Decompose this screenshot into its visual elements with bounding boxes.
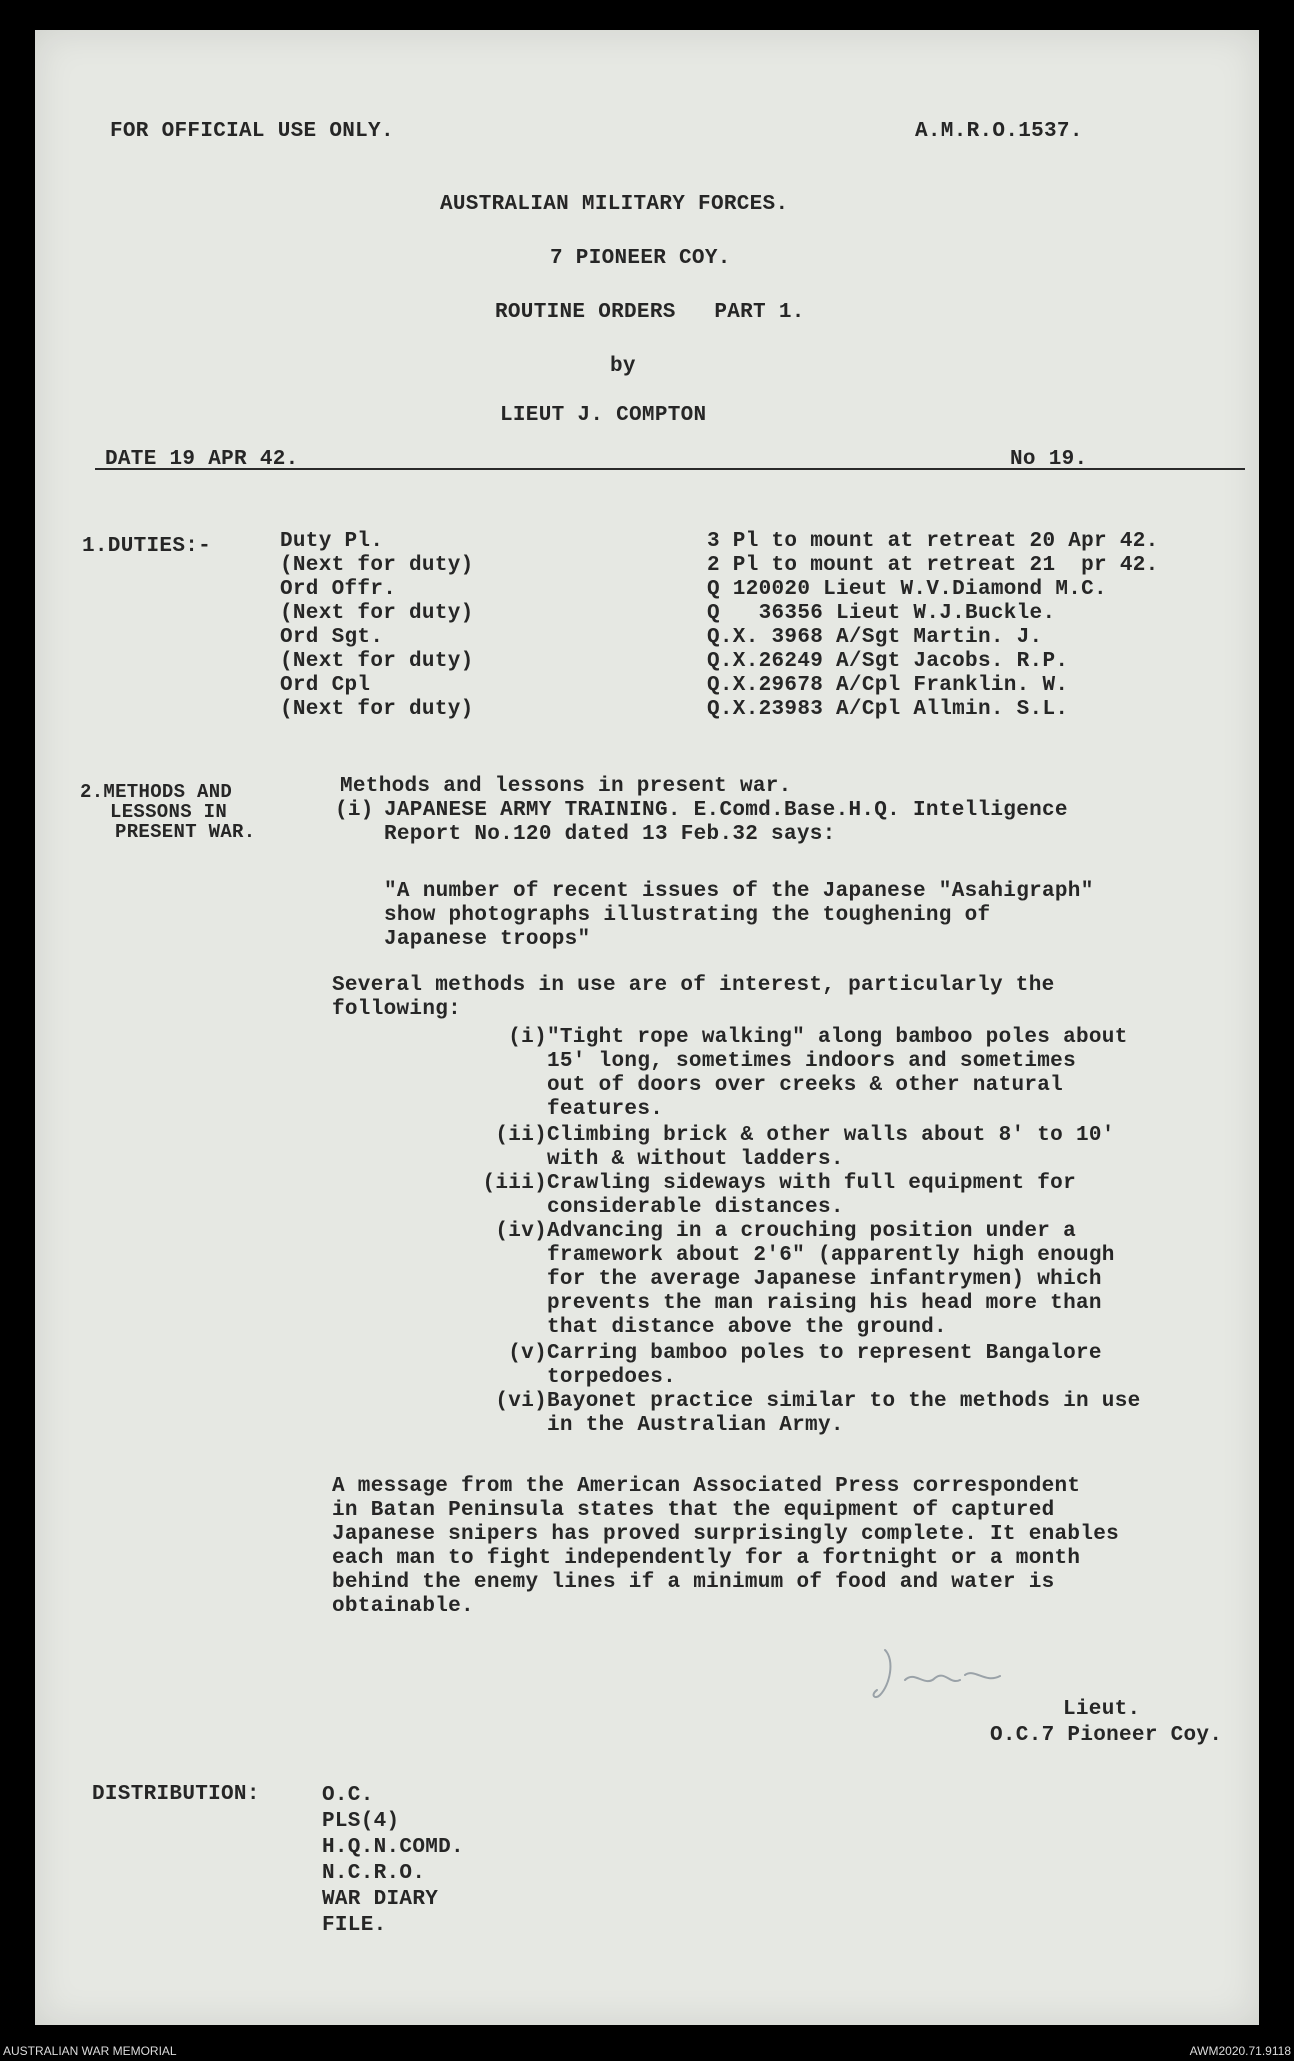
list-marker: (i)	[508, 1026, 547, 1049]
list-item-text: Crawling sideways with full equipment for considerable distances.	[547, 1172, 1076, 1219]
archive-footer	[0, 2041, 1294, 2061]
asahigraph-quote: "A number of recent issues of the Japanese "Asahigraph" show photographs illustrating the toughening of Japanese troops"	[384, 880, 1094, 951]
list-item-text: "Tight rope walking" along bamboo poles about 15' long, sometimes indoors and sometimes out of doors over creeks & other natural features.	[547, 1026, 1128, 1121]
distribution-list	[322, 1783, 464, 1939]
duty-detail: 2 Pl to mount at retreat 21 pr 42.	[707, 554, 1159, 577]
methods-sub-marker: (i)	[335, 799, 374, 822]
list-item	[495, 1390, 1141, 1438]
distribution-label: DISTRIBUTION:	[92, 1783, 260, 1806]
list-marker: (ii)	[495, 1124, 547, 1147]
distribution-entry: WAR DIARY	[322, 1888, 439, 1911]
duty-detail: Q.X.26249 A/Sgt Jacobs. R.P.	[707, 650, 1069, 673]
duties-details	[707, 530, 1159, 722]
distribution-entry: N.C.R.O.	[322, 1862, 426, 1885]
press-message: A message from the American Associated Press correspondent in Batan Peninsula states that the equipment of captured Japanese snipers has proved surprisingly complete. It enables each man to fight independently for a fortnight or a month behind the enemy lines if a minimum of food and water is obtainable.	[332, 1475, 1120, 1618]
duty-role: Duty Pl.	[280, 530, 384, 553]
list-item-text: Bayonet practice similar to the methods in use in the Australian Army.	[547, 1390, 1141, 1437]
duty-role: Ord Offr.	[280, 578, 397, 601]
signature-title: O.C.7 Pioneer Coy.	[990, 1724, 1223, 1747]
duty-role: (Next for duty)	[280, 602, 474, 625]
duty-detail: Q 120020 Lieut W.V.Diamond M.C.	[707, 578, 1107, 601]
distribution-entry: PLS(4)	[322, 1810, 400, 1833]
title-forces: AUSTRALIAN MILITARY FORCES.	[440, 193, 789, 216]
title-routine-orders: ROUTINE ORDERS PART 1.	[495, 301, 805, 324]
list-marker: (iii)	[482, 1172, 547, 1195]
duty-role: (Next for duty)	[280, 698, 474, 721]
list-item	[495, 1342, 1102, 1390]
title-officer: LIEUT J. COMPTON	[500, 404, 707, 427]
duties-heading: 1.DUTIES:-	[82, 535, 212, 558]
intelligence-report-text: JAPANESE ARMY TRAINING. E.Comd.Base.H.Q. Intelligence Report No.120 dated 13 Feb.32 says:	[384, 799, 1068, 846]
list-item	[495, 1124, 1115, 1172]
title-by: by	[610, 355, 636, 378]
date-rule	[95, 468, 1245, 470]
list-marker: (vi)	[495, 1390, 547, 1413]
order-reference: A.M.R.O.1537.	[915, 120, 1083, 143]
list-item	[487, 1220, 1115, 1340]
archive-name: AUSTRALIAN WAR MEMORIAL	[3, 2044, 177, 2058]
methods-heading: 2.METHODS AND LESSONS IN PRESENT WAR.	[80, 781, 256, 843]
document-page	[35, 30, 1259, 2025]
order-number: No 19.	[1010, 448, 1088, 471]
list-item-text: Advancing in a crouching position under a framework about 2'6" (apparently high enough for the average Japanese infantrymen) which prevents the man raising his head more than that distance above the ground.	[547, 1220, 1115, 1339]
list-item	[495, 1026, 1128, 1122]
duty-detail: 3 Pl to mount at retreat 20 Apr 42.	[707, 530, 1159, 553]
duty-role: Ord Cpl	[280, 674, 371, 697]
duty-role: Ord Sgt.	[280, 626, 384, 649]
order-date: DATE 19 APR 42.	[105, 448, 299, 471]
list-item	[467, 1172, 1076, 1220]
list-marker: (iv)	[495, 1220, 547, 1243]
handwritten-signature	[865, 1640, 1015, 1710]
duty-role: (Next for duty)	[280, 650, 474, 673]
duty-role: (Next for duty)	[280, 554, 474, 577]
list-item-text: Climbing brick & other walls about 8' to 10' with & without ladders.	[547, 1124, 1115, 1171]
signature-rank: Lieut.	[1063, 1698, 1141, 1721]
archive-accession-number: AWM2020.71.9118	[1189, 2044, 1291, 2058]
methods-intro: Methods and lessons in present war.	[340, 775, 792, 798]
distribution-entry: O.C.	[322, 1784, 374, 1807]
duty-detail: Q 36356 Lieut W.J.Buckle.	[707, 602, 1056, 625]
duties-roles	[280, 530, 474, 722]
duty-detail: Q.X.29678 A/Cpl Franklin. W.	[707, 674, 1069, 697]
distribution-entry: H.Q.N.COMD.	[322, 1836, 464, 1859]
list-item-text: Carring bamboo poles to represent Bangalore torpedoes.	[547, 1342, 1102, 1389]
list-marker: (v)	[508, 1342, 547, 1365]
title-unit: 7 PIONEER COY.	[550, 247, 731, 270]
duty-detail: Q.X.23983 A/Cpl Allmin. S.L.	[707, 698, 1069, 721]
distribution-entry: FILE.	[322, 1914, 387, 1937]
training-methods-list	[482, 1026, 1255, 1456]
duty-detail: Q.X. 3968 A/Sgt Martin. J.	[707, 626, 1043, 649]
methods-interest: Several methods in use are of interest, particularly the following:	[332, 974, 1055, 1021]
restriction-marking: FOR OFFICIAL USE ONLY.	[110, 120, 394, 143]
